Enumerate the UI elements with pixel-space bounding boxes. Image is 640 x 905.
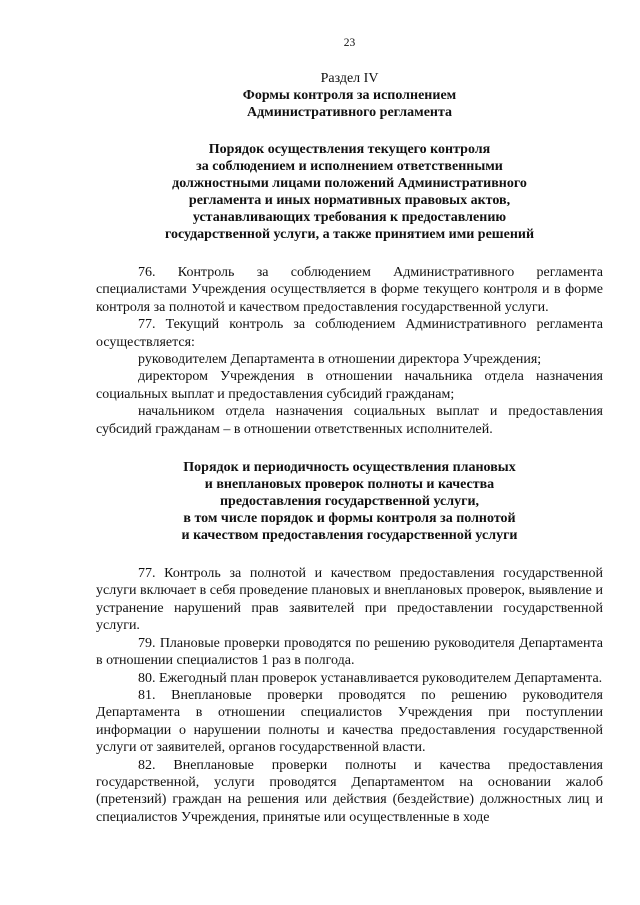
paragraph-81: 81. Внеплановые проверки проводятся по решению руководителя Департамента в отношении специалистов Учреждения при поступлении информации о нарушении полноты и качества предоставления государственной услуги от заявителей, органов государственной власти. bbox=[96, 687, 603, 756]
paragraph-80: 80. Ежегодный план проверок устанавливается руководителем Департамента. bbox=[138, 670, 603, 686]
subsection-1-title-line: должностными лицами положений Административного bbox=[172, 176, 527, 191]
subsection-1-title-line: за соблюдением и исполнением ответственными bbox=[196, 159, 503, 174]
subsection-2-title bbox=[96, 459, 603, 544]
subsection-2-title-line: и внеплановых проверок полноты и качества bbox=[204, 477, 495, 493]
paragraph-82: 82. Внеплановые проверки полноты и качества предоставления государственной, услуги проводятся Департаментом на основании жалоб (претензий) граждан на решения или действия (бездействие) должностных лиц и специалистов Учреждения, принятые или осуществленные в ходе bbox=[96, 757, 603, 825]
subsection-1-title-line: устанавливающих требования к предоставлению bbox=[192, 210, 507, 225]
subsection-1-title-line: регламента и иных нормативных правовых актов, bbox=[188, 193, 511, 208]
subsection-1-title-line: государственной услуги, а также принятием ими решений bbox=[164, 227, 535, 242]
section-spacer bbox=[96, 438, 603, 459]
subsection-2-title-line: и качеством предоставления государственной услуги bbox=[181, 528, 518, 544]
page-number: 23 bbox=[343, 37, 356, 49]
section-title bbox=[96, 87, 603, 121]
paragraph-77-item-3: начальником отдела назначения социальных выплат и предоставления субсидий гражданам – в отношении ответственных исполнителей. bbox=[96, 404, 603, 437]
paragraph-77-item-1: руководителем Департамента в отношении директора Учреждения; bbox=[138, 352, 542, 368]
subsection-1-title-line: Порядок осуществления текущего контроля bbox=[208, 142, 491, 157]
section-title-line: Формы контроля за исполнением bbox=[242, 88, 457, 103]
paragraph-77: 77. Текущий контроль за соблюдением Административного регламента осуществляется: bbox=[96, 317, 603, 350]
subsection-2-body bbox=[96, 565, 603, 826]
subsection-2-title-line: в том числе порядок и формы контроля за полнотой bbox=[183, 511, 516, 527]
paragraph-79: 79. Плановые проверки проводятся по решению руководителя Департамента в отношении специалистов 1 раз в полгода. bbox=[96, 635, 603, 669]
subsection-2-title-line: Порядок и периодичность осуществления плановых bbox=[183, 460, 516, 476]
subsection-2-title-line: предоставления государственной услуги, bbox=[219, 494, 480, 510]
paragraph-77-item-2: директором Учреждения в отношении начальника отдела назначения социальных выплат и предоставления субсидий гражданам; bbox=[96, 369, 603, 402]
section-label: Раздел IV bbox=[320, 71, 379, 86]
paragraph-76: 76. Контроль за соблюдением Административного регламента специалистами Учреждения осуществляется в форме текущего контроля и в форме контроля за полнотой и качеством предоставления государственной услуги. bbox=[96, 265, 603, 315]
section-title-line: Административного регламента bbox=[246, 105, 453, 120]
subsection-1-title bbox=[96, 141, 603, 243]
subsection-1-body bbox=[96, 264, 603, 438]
paragraph-77b: 77. Контроль за полнотой и качеством предоставления государственной услуги включает в себя проведение плановых и внеплановых проверок, выявление и устранение нарушений прав заявителей при предоставлении государственной услуги. bbox=[96, 566, 603, 634]
